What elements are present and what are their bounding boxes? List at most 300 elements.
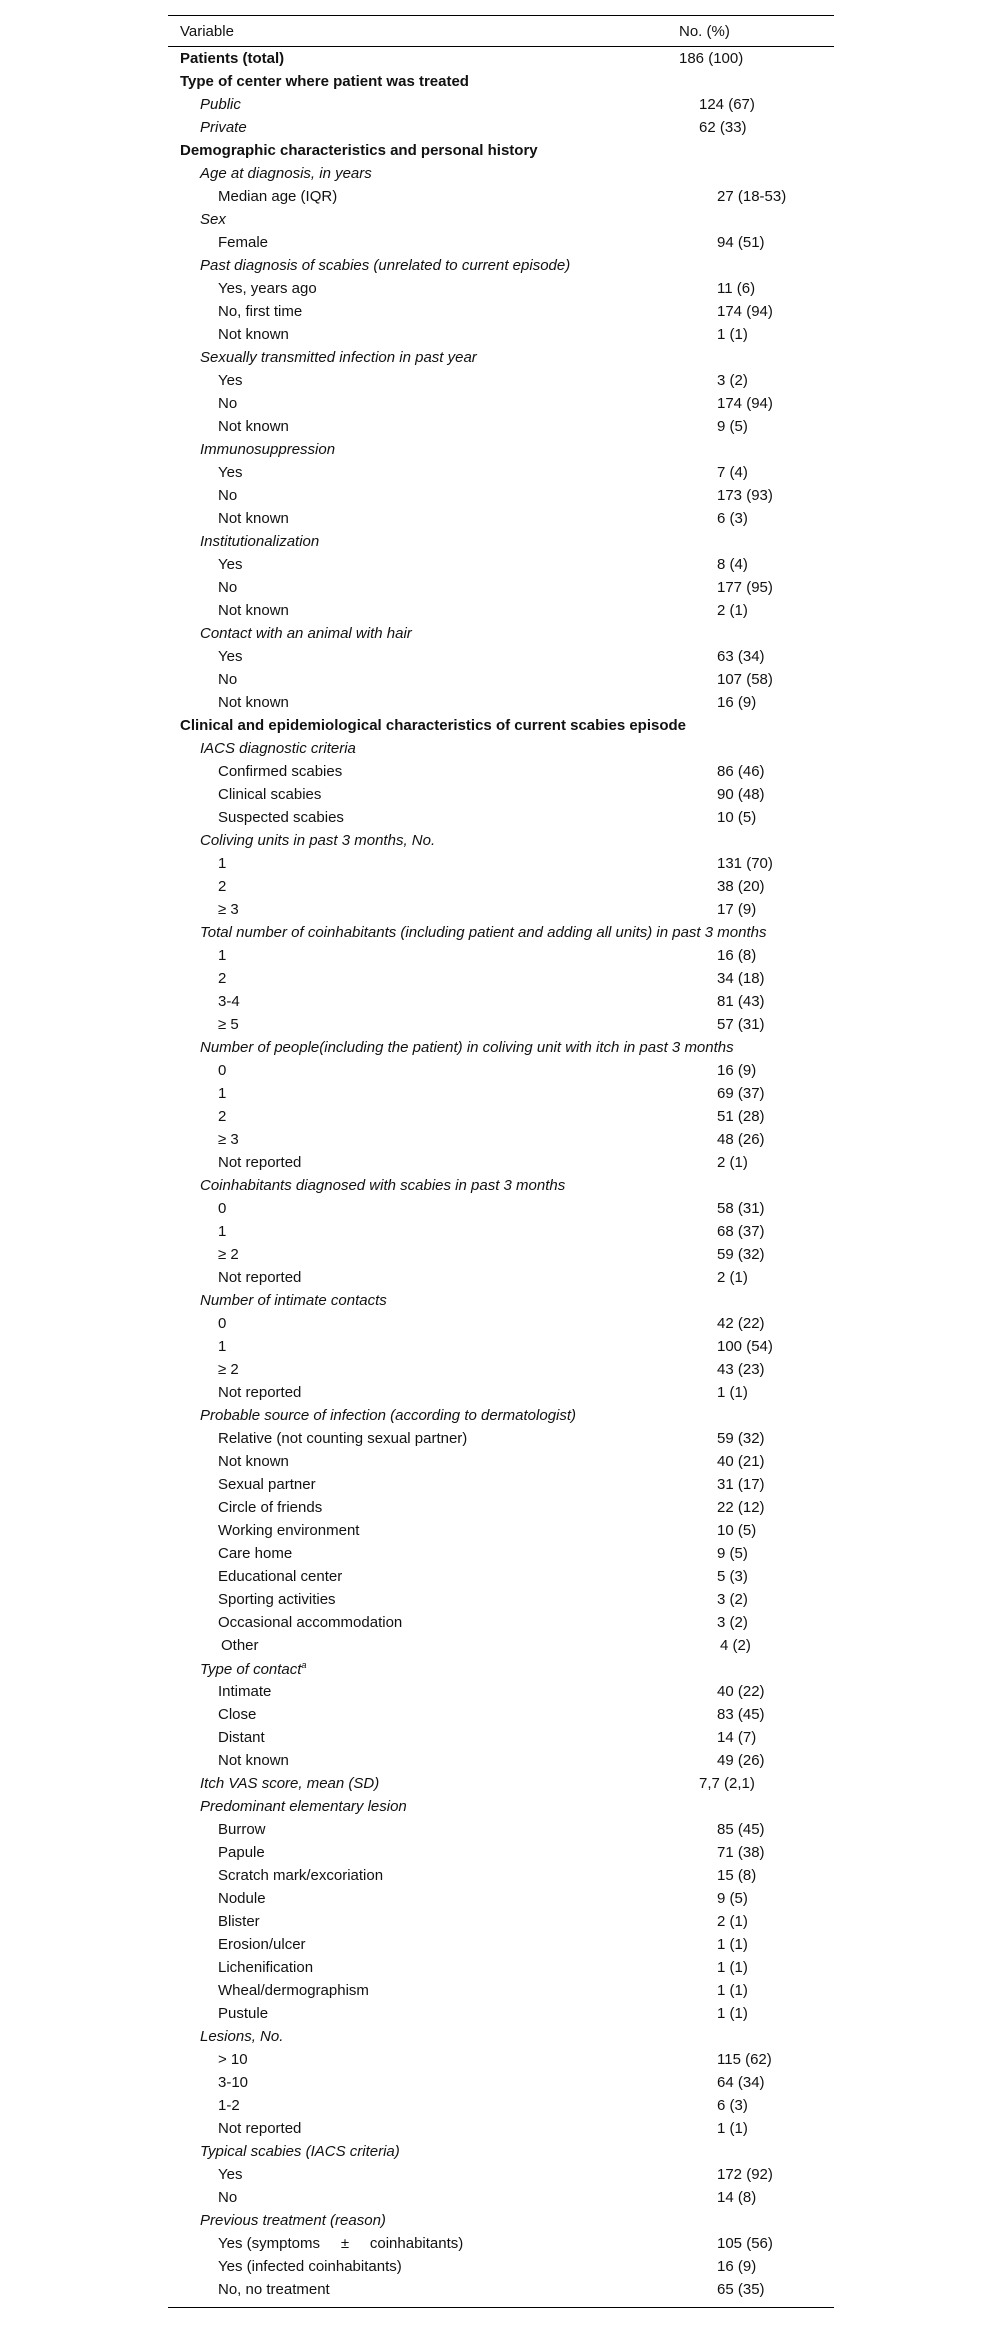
row-label-text: 0: [218, 1062, 227, 1079]
row-label: [168, 763, 717, 780]
row-label: [168, 234, 717, 251]
table-row: [168, 530, 834, 553]
row-label-text: 3-4: [218, 993, 240, 1010]
row-label: [168, 1108, 717, 1125]
row-value: 40 (21): [717, 1453, 765, 1470]
row-label: [168, 1706, 717, 1723]
row-value: 1 (1): [717, 2005, 748, 2022]
row-label-text: Number of people(including the patient) in coliving unit with itch in past 3 months: [200, 1039, 734, 1056]
row-label: [168, 372, 717, 389]
table-row: [168, 254, 834, 277]
row-label-text: Not known: [218, 1453, 289, 1470]
row-label: [168, 2258, 717, 2275]
table-row: [168, 944, 834, 967]
table-row: [168, 1519, 834, 1542]
table-row: [168, 1381, 834, 1404]
row-value: 40 (22): [717, 1683, 765, 1700]
row-label-text: Pustule: [218, 2005, 269, 2022]
table-row: [168, 760, 834, 783]
table-row: [168, 1220, 834, 1243]
table-row: [168, 737, 834, 760]
row-label: [168, 1085, 717, 1102]
table-body: [168, 47, 834, 2301]
row-label-text: Age at diagnosis, in years: [200, 165, 372, 182]
row-label: [168, 2028, 699, 2045]
table-row: [168, 208, 834, 231]
row-value: 38 (20): [717, 878, 765, 895]
table-row: [168, 2186, 834, 2209]
row-label-text: Working environment: [218, 1522, 360, 1539]
table-row: [168, 1128, 834, 1151]
table-row: [168, 898, 834, 921]
row-label: [168, 418, 717, 435]
row-label: [168, 1798, 699, 1815]
table-row: [168, 990, 834, 1013]
row-label: [168, 1821, 717, 1838]
row-value: 186 (100): [679, 50, 744, 67]
row-label: [168, 257, 699, 274]
row-label: [168, 1269, 717, 1286]
row-label-text: Yes: [218, 556, 243, 573]
table-row: [168, 2002, 834, 2025]
row-label: [168, 1223, 717, 1240]
row-value: 58 (31): [717, 1200, 765, 1217]
table-row: [168, 162, 834, 185]
row-label: [168, 1936, 717, 1953]
row-label-text: Yes: [218, 464, 243, 481]
row-label-text: Clinical scabies: [218, 786, 322, 803]
row-label: [168, 671, 717, 688]
table-row: [168, 1059, 834, 1082]
row-label-text: Not reported: [218, 1269, 302, 1286]
row-label: [168, 2143, 699, 2160]
row-value: 59 (32): [717, 1430, 765, 1447]
table-row: [168, 415, 834, 438]
table-row: [168, 1795, 834, 1818]
table-row: [168, 967, 834, 990]
table-row: [168, 2278, 834, 2301]
table-row: [168, 2232, 834, 2255]
table-row: [168, 829, 834, 852]
row-label-text: Yes: [218, 2166, 243, 2183]
row-label-text: Nodule: [218, 1890, 266, 1907]
table-row: [168, 1749, 834, 1772]
header-value: No. (%): [679, 22, 730, 40]
table-row: [168, 484, 834, 507]
row-label: [168, 2120, 717, 2137]
row-label: [168, 2166, 717, 2183]
table-row: [168, 1151, 834, 1174]
row-label-text: Public: [200, 96, 241, 113]
row-label: [168, 855, 717, 872]
row-label: [168, 119, 699, 136]
row-label: [168, 1453, 717, 1470]
row-value: 5 (3): [717, 1568, 748, 1585]
table-row: [168, 1542, 834, 1565]
table-row: [168, 783, 834, 806]
row-value: 83 (45): [717, 1706, 765, 1723]
row-label-text: Circle of friends: [218, 1499, 323, 1516]
table-row: [168, 70, 834, 93]
row-value: 9 (5): [717, 1890, 748, 1907]
row-value: 124 (67): [699, 96, 755, 113]
row-label: [168, 395, 717, 412]
row-label-text: Lesions, No.: [200, 2028, 284, 2045]
row-label-text: No: [218, 395, 238, 412]
row-label: [168, 1499, 717, 1516]
row-label-text: 3-10: [218, 2074, 249, 2091]
row-label: [168, 2051, 717, 2068]
row-label-text: 2: [218, 878, 227, 895]
row-value: 3 (2): [717, 372, 748, 389]
table-row: [168, 1956, 834, 1979]
row-label-text: No: [218, 487, 238, 504]
table-row: [168, 438, 834, 461]
row-label-text: Clinical and epidemiological characteristics of current scabies episode: [180, 717, 687, 734]
row-label-text: Contact with an animal with hair: [200, 625, 412, 642]
header-variable: Variable: [180, 22, 234, 40]
table-row: [168, 2071, 834, 2094]
row-value: 2 (1): [717, 1269, 748, 1286]
table-row: [168, 1703, 834, 1726]
row-label-text: Total number of coinhabitants (including patient and adding all units) in past 3 months: [200, 924, 767, 941]
row-label-text: Not known: [218, 510, 289, 527]
row-label-text: Burrow: [218, 1821, 266, 1838]
row-value: 3 (2): [717, 1591, 748, 1608]
row-value: 1 (1): [717, 1936, 748, 1953]
row-label-text: Type of contact: [200, 1660, 302, 1678]
row-label: [168, 2235, 717, 2252]
row-label: [168, 2212, 699, 2229]
table-row: [168, 852, 834, 875]
row-value: 86 (46): [717, 763, 765, 780]
row-label: [168, 303, 717, 320]
row-value: 100 (54): [717, 1338, 773, 1355]
row-label: [168, 1361, 717, 1378]
row-label: [168, 1683, 717, 1700]
row-label: [168, 1867, 717, 1884]
row-label-text: Not known: [218, 326, 289, 343]
row-label: [168, 441, 699, 458]
table-row: [168, 1197, 834, 1220]
row-label: [168, 901, 717, 918]
table-row: [168, 300, 834, 323]
row-value: 11 (6): [717, 280, 756, 297]
row-label-text: Wheal/dermographism: [218, 1982, 369, 1999]
table-row: [168, 1174, 834, 1197]
row-label: [168, 1315, 717, 1332]
table-row: [168, 1864, 834, 1887]
row-label: [168, 326, 717, 343]
table-row: [168, 714, 834, 737]
row-label-text: Distant: [218, 1729, 265, 1746]
row-label: [168, 947, 717, 964]
row-label-text: Sexual partner: [218, 1476, 316, 1493]
row-label: [168, 970, 717, 987]
table-row: [168, 1036, 834, 1059]
table-row: [168, 2140, 834, 2163]
row-label-text: Itch VAS score, mean (SD): [200, 1775, 380, 1792]
table-row: [168, 116, 834, 139]
row-label-text: Median age (IQR): [218, 188, 338, 205]
row-label-text: Blister: [218, 1913, 260, 1930]
row-label-text: 0: [218, 1315, 227, 1332]
table-row: [168, 231, 834, 254]
row-label-text: Demographic characteristics and personal history: [180, 142, 538, 159]
table-row: [168, 1266, 834, 1289]
row-value: 131 (70): [717, 855, 773, 872]
table-row: [168, 185, 834, 208]
row-label-text: Not known: [218, 1752, 289, 1769]
row-label: [168, 740, 699, 757]
table-row: [168, 1473, 834, 1496]
row-label: [168, 602, 717, 619]
row-value: 69 (37): [717, 1085, 765, 1102]
row-label: [168, 1844, 717, 1861]
table-row: [168, 1404, 834, 1427]
row-value: 16 (8): [717, 947, 757, 964]
table-row: [168, 323, 834, 346]
row-value: 9 (5): [717, 418, 748, 435]
row-value: 15 (8): [717, 1867, 757, 1884]
row-label-text: Suspected scabies: [218, 809, 344, 826]
row-label-text: Educational center: [218, 1568, 343, 1585]
row-label: [168, 809, 717, 826]
row-label: [168, 1338, 717, 1355]
table-row: [168, 1841, 834, 1864]
row-value: 64 (34): [717, 2074, 765, 2091]
row-label-text: Predominant elementary lesion: [200, 1798, 407, 1815]
table-row: [168, 1910, 834, 1933]
data-table: [168, 15, 834, 2308]
row-label: [168, 1384, 717, 1401]
table-row: [168, 599, 834, 622]
row-label-text: Scratch mark/excoriation: [218, 1867, 384, 1884]
table-row: [168, 1013, 834, 1036]
row-label-text: 1: [218, 947, 227, 964]
row-value: 115 (62): [717, 2051, 772, 2068]
row-label: [168, 73, 679, 90]
row-value: 9 (5): [717, 1545, 748, 1562]
row-label: [168, 1545, 717, 1562]
table-row: [168, 1611, 834, 1634]
row-label: [168, 1154, 717, 1171]
row-value: 59 (32): [717, 1246, 765, 1263]
row-label: [168, 487, 717, 504]
row-label: [168, 1890, 717, 1907]
table-row: [168, 1358, 834, 1381]
table-row: [168, 1496, 834, 1519]
table-row: [168, 1887, 834, 1910]
row-label-text: 2: [218, 1108, 227, 1125]
row-label-text: Occasional accommodation: [218, 1614, 403, 1631]
row-label: [168, 1407, 699, 1424]
row-value: 107 (58): [717, 671, 773, 688]
row-label-text: Previous treatment (reason): [200, 2212, 386, 2229]
row-label: [168, 1016, 717, 1033]
table-row: [168, 1312, 834, 1335]
row-value: 22 (12): [717, 1499, 765, 1516]
row-label: [168, 832, 699, 849]
row-label-text: Care home: [218, 1545, 293, 1562]
row-label: [168, 1131, 717, 1148]
row-label-text: Yes (symptoms ± coinhabitants): [218, 2235, 464, 2252]
table-row: [168, 47, 834, 70]
row-label: [168, 2005, 717, 2022]
table-row: [168, 1105, 834, 1128]
row-value: 14 (7): [717, 1729, 757, 1746]
row-label-text: 1: [218, 1085, 227, 1102]
table-row: [168, 461, 834, 484]
table-row: [168, 2209, 834, 2232]
row-label: [168, 1062, 717, 1079]
row-value: 1 (1): [717, 1959, 748, 1976]
row-label-text: No, first time: [218, 303, 303, 320]
row-label-text: Probable source of infection (according to dermatologist): [200, 1407, 577, 1424]
row-label-text: Not known: [218, 418, 289, 435]
row-value: 14 (8): [717, 2189, 757, 2206]
row-label-text: Not known: [218, 602, 289, 619]
table-header: [168, 16, 834, 47]
row-label-text: Sexually transmitted infection in past year: [200, 349, 477, 366]
row-value: 174 (94): [717, 395, 773, 412]
row-label: [168, 1591, 717, 1608]
row-label: [168, 694, 717, 711]
row-label: [168, 1752, 717, 1769]
row-value: 2 (1): [717, 1913, 748, 1930]
row-value: 16 (9): [717, 694, 757, 711]
footnote-marker: a: [301, 1659, 307, 1670]
table-row: [168, 921, 834, 944]
row-value: 6 (3): [717, 2097, 748, 2114]
row-label: [168, 1039, 734, 1056]
table-row: [168, 1680, 834, 1703]
row-label-text: Coliving units in past 3 months, No.: [200, 832, 436, 849]
table-row: [168, 1335, 834, 1358]
row-value: 48 (26): [717, 1131, 765, 1148]
row-label: [168, 1430, 717, 1447]
row-label: [168, 648, 717, 665]
row-value: 49 (26): [717, 1752, 765, 1769]
row-label: [168, 1959, 717, 1976]
table-row: [168, 2094, 834, 2117]
row-label: [168, 993, 717, 1010]
table-row: [168, 2048, 834, 2071]
row-label: [168, 1614, 717, 1631]
row-label-text: 1: [218, 1338, 227, 1355]
row-label: [168, 1476, 717, 1493]
row-label: [168, 1246, 717, 1263]
row-label-text: No: [218, 2189, 238, 2206]
row-value: 31 (17): [717, 1476, 765, 1493]
row-label-text: 2: [218, 970, 227, 987]
row-label-text: Private: [200, 119, 247, 136]
row-label-text: > 10: [218, 2051, 248, 2068]
row-label: [168, 924, 766, 941]
table-row: [168, 1979, 834, 2002]
row-value: 63 (34): [717, 648, 765, 665]
table-row: [168, 139, 834, 162]
table-row: [168, 806, 834, 829]
row-label-text: ≥ 3: [218, 901, 239, 918]
table-row: [168, 1772, 834, 1795]
row-value: 65 (35): [717, 2281, 765, 2298]
table-row: [168, 369, 834, 392]
row-label: [168, 464, 717, 481]
row-value: 16 (9): [717, 2258, 757, 2275]
row-value: 17 (9): [717, 901, 757, 918]
row-value: 173 (93): [717, 487, 773, 504]
row-value: 94 (51): [717, 234, 765, 251]
row-label: [168, 579, 717, 596]
table-row: [168, 1726, 834, 1749]
row-label: [168, 878, 717, 895]
row-value: 10 (5): [717, 1522, 757, 1539]
row-value: 177 (95): [717, 579, 773, 596]
row-label: [168, 533, 699, 550]
row-label: [168, 1522, 717, 1539]
table-row: [168, 1657, 834, 1680]
row-label-text: 1-2: [218, 2097, 240, 2114]
row-label-text: Confirmed scabies: [218, 763, 343, 780]
row-value: 85 (45): [717, 1821, 765, 1838]
row-label: [168, 96, 699, 113]
row-label-text: ≥ 2: [218, 1361, 239, 1378]
row-value: 1 (1): [717, 326, 748, 343]
row-label: [168, 1775, 699, 1792]
row-label-text: Past diagnosis of scabies (unrelated to current episode): [200, 257, 571, 274]
table-row: [168, 93, 834, 116]
row-label-text: 1: [218, 855, 227, 872]
table-row: [168, 1289, 834, 1312]
row-label-text: Yes: [218, 372, 243, 389]
row-value: 6 (3): [717, 510, 748, 527]
row-value: 27 (18-53): [717, 188, 787, 205]
row-label-text: Relative (not counting sexual partner): [218, 1430, 468, 1447]
row-value: 51 (28): [717, 1108, 765, 1125]
row-value: 16 (9): [717, 1062, 757, 1079]
row-label-text: Lichenification: [218, 1959, 314, 1976]
row-label: [168, 1568, 717, 1585]
row-value: 3 (2): [717, 1614, 748, 1631]
row-value: 172 (92): [717, 2166, 773, 2183]
row-label: [168, 1292, 699, 1309]
row-label-text: Type of center where patient was treated: [180, 73, 469, 90]
row-label-text: 1: [218, 1223, 227, 1240]
row-label-text: Erosion/ulcer: [218, 1936, 306, 1953]
row-label-text: Not known: [218, 694, 289, 711]
table-row: [168, 576, 834, 599]
row-label: [168, 211, 699, 228]
row-label: [168, 1200, 717, 1217]
table-row: [168, 691, 834, 714]
row-label-text: Sporting activities: [218, 1591, 336, 1608]
row-value: 7,7 (2,1): [699, 1775, 755, 1792]
table-row: [168, 2117, 834, 2140]
table-row: [168, 875, 834, 898]
table-row: [168, 1818, 834, 1841]
row-label: [168, 142, 679, 159]
row-label-text: Not reported: [218, 2120, 302, 2137]
row-label-text: Typical scabies (IACS criteria): [200, 2143, 400, 2160]
table-row: [168, 392, 834, 415]
table-row: [168, 1634, 834, 1657]
row-label: [168, 625, 699, 642]
table-row: [168, 1588, 834, 1611]
row-label-text: No: [218, 671, 238, 688]
table-row: [168, 622, 834, 645]
row-label: [168, 2281, 717, 2298]
